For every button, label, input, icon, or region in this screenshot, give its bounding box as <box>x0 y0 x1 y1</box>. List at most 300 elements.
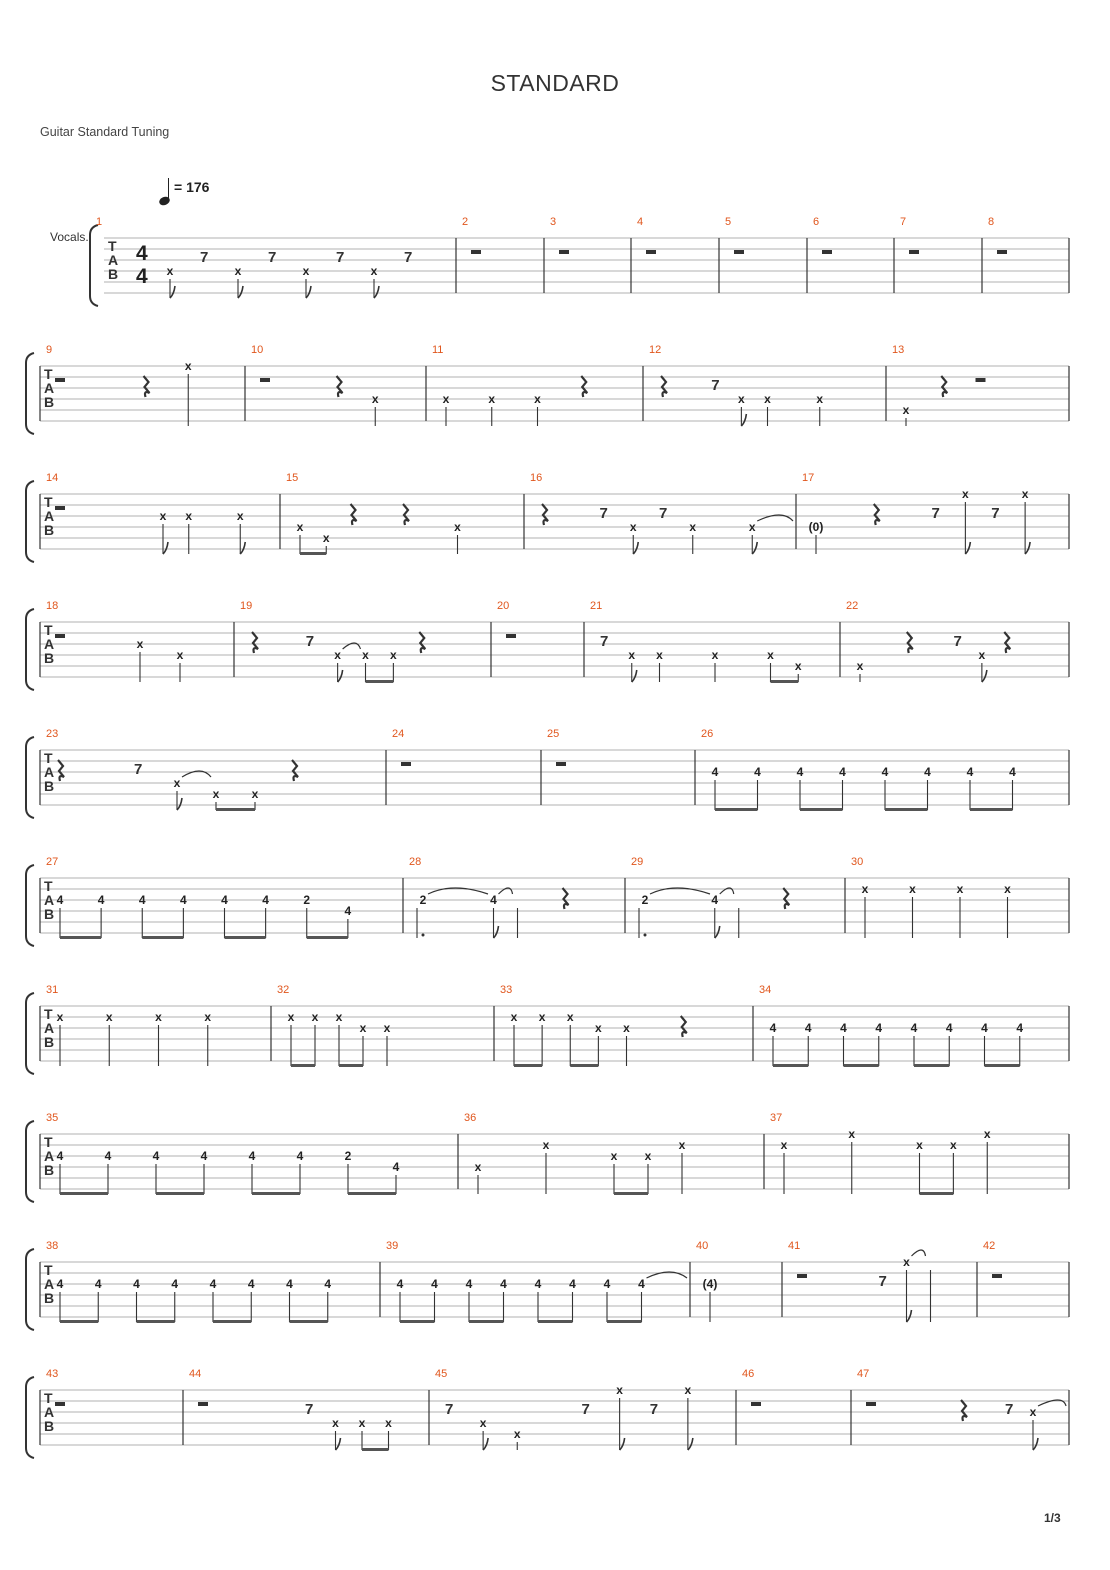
beam <box>137 1320 175 1323</box>
fret-number: 4 <box>104 1149 112 1163</box>
measure-number: 18 <box>46 600 59 612</box>
quarter-rest <box>681 1016 687 1037</box>
fret-number: 4 <box>344 904 352 918</box>
tab-clef-letter: A <box>108 252 119 268</box>
tab-clef-letter: A <box>44 892 55 908</box>
dead-note: x <box>56 1010 64 1024</box>
tab-clef-letter: A <box>44 636 55 652</box>
dead-note: x <box>185 509 193 523</box>
dead-note: x <box>856 659 864 673</box>
beam <box>348 1192 396 1195</box>
beam <box>60 1192 108 1195</box>
quarter-rest <box>941 376 947 397</box>
dead-note: x <box>738 392 745 406</box>
eighth-flag <box>163 542 168 554</box>
dead-note: x <box>616 1383 623 1397</box>
fret-number: 4 <box>500 1277 507 1291</box>
eighth-rest: 7 <box>600 633 609 650</box>
fret-number: 4 <box>262 893 269 907</box>
system-bracket <box>26 481 34 562</box>
tab-clef-letter: A <box>44 1276 55 1292</box>
measure-number: 22 <box>846 600 859 612</box>
measure-number: 45 <box>435 1368 448 1380</box>
eighth-rest: 7 <box>991 505 1000 522</box>
eighth-flag <box>1025 542 1030 554</box>
dead-note: x <box>902 403 910 417</box>
dead-note: x <box>566 1010 574 1024</box>
fret-number: 4 <box>1009 765 1016 779</box>
dead-note: x <box>767 648 774 662</box>
measure-number: 1 <box>96 216 103 228</box>
fret-number: 4 <box>754 765 761 779</box>
half-rest <box>55 634 65 638</box>
fret-number: 4 <box>881 765 889 779</box>
tab-clef-letter: B <box>44 522 55 538</box>
tab-clef-letter: T <box>44 366 53 382</box>
dead-note: x <box>383 1021 391 1035</box>
dead-note: x <box>287 1010 295 1024</box>
measure-number: 33 <box>500 984 513 996</box>
eighth-flag <box>238 286 243 298</box>
beam <box>252 1192 300 1195</box>
fret-number: (0) <box>808 520 824 534</box>
beam <box>773 1064 808 1067</box>
eighth-flag <box>336 1438 341 1450</box>
dead-note: x <box>155 1010 162 1024</box>
fret-number: 4 <box>296 1149 304 1163</box>
eighth-flag <box>965 542 970 554</box>
dead-note: x <box>956 882 964 896</box>
tab-clef-letter: A <box>44 1148 55 1164</box>
eighth-flag <box>741 414 746 426</box>
fret-number: 4 <box>981 1021 988 1035</box>
eighth-rest: 7 <box>336 249 345 266</box>
eighth-rest: 7 <box>268 249 277 266</box>
eighth-flag <box>374 286 379 298</box>
dead-note: x <box>764 392 771 406</box>
quarter-rest <box>783 888 789 909</box>
dead-note: x <box>542 1138 550 1152</box>
eighth-flag <box>494 926 499 938</box>
tab-clef-letter: A <box>44 380 55 396</box>
measure-number: 8 <box>988 216 995 228</box>
measure-number: 5 <box>725 216 732 228</box>
beam <box>339 1064 363 1067</box>
fret-number: 4 <box>56 1149 64 1163</box>
beam <box>607 1320 642 1323</box>
eighth-rest: 7 <box>878 1273 887 1290</box>
eighth-flag <box>907 1310 912 1322</box>
quarter-rest <box>961 1400 967 1421</box>
measure-number: 40 <box>696 1240 709 1252</box>
tab-clef-letter: A <box>44 1404 55 1420</box>
quarter-rest <box>403 504 409 525</box>
eighth-flag <box>715 926 720 938</box>
measure-number: 27 <box>46 856 59 868</box>
dead-note: x <box>1021 487 1029 501</box>
measure-number: 2 <box>462 216 469 228</box>
dead-note: x <box>748 520 756 534</box>
dead-note: x <box>983 1127 991 1141</box>
dead-note: x <box>159 509 167 523</box>
measure-number: 6 <box>813 216 820 228</box>
page-number: 1/3 <box>1044 1511 1061 1525</box>
dead-note: x <box>534 392 541 406</box>
system-bracket <box>26 353 34 434</box>
beam <box>914 1064 949 1067</box>
half-rest <box>506 634 516 638</box>
time-signature-bottom: 4 <box>136 265 148 288</box>
dead-note: x <box>442 392 450 406</box>
dead-note: x <box>689 520 697 534</box>
measure-number: 29 <box>631 856 644 868</box>
dead-note: x <box>644 1149 652 1163</box>
eighth-flag <box>306 286 311 298</box>
dead-note: x <box>334 648 341 662</box>
measure-number: 34 <box>759 984 772 996</box>
dead-note: x <box>978 648 986 662</box>
dead-note: x <box>538 1010 546 1024</box>
fret-number: 4 <box>221 893 228 907</box>
eighth-rest: 7 <box>1005 1401 1014 1418</box>
beam <box>400 1320 435 1323</box>
beam <box>60 936 101 939</box>
dead-note: x <box>711 648 719 662</box>
fret-number: 4 <box>152 1149 160 1163</box>
beam <box>469 1320 504 1323</box>
measure-number: 47 <box>857 1368 870 1380</box>
beam <box>715 808 758 811</box>
fret-number: 4 <box>324 1277 332 1291</box>
dot <box>644 934 647 937</box>
half-rest <box>55 506 65 510</box>
tab-clef-letter: B <box>44 906 55 922</box>
measure-number: 30 <box>851 856 864 868</box>
measure-number: 13 <box>892 344 905 356</box>
quarter-rest <box>907 632 913 653</box>
eighth-flag <box>982 670 987 682</box>
fret-number: 4 <box>966 765 974 779</box>
half-rest <box>55 1402 65 1406</box>
system-bracket <box>26 1121 34 1202</box>
measure-number: 37 <box>770 1112 783 1124</box>
tab-clef-letter: B <box>44 1034 55 1050</box>
fret-number: 4 <box>248 1149 256 1163</box>
fret-number: 4 <box>286 1277 293 1291</box>
measure-number: 23 <box>46 728 59 740</box>
measure-number: 44 <box>189 1368 202 1380</box>
system-bracket <box>26 609 34 690</box>
fret-number: 4 <box>769 1021 777 1035</box>
dead-note: x <box>204 1010 212 1024</box>
measure-number: 43 <box>46 1368 59 1380</box>
dead-note: x <box>454 520 461 534</box>
tab-clef-letter: T <box>44 1262 53 1278</box>
dead-note: x <box>684 1383 692 1397</box>
eighth-rest: 7 <box>649 1401 659 1418</box>
eighth-rest: 7 <box>953 633 962 650</box>
beam <box>362 1448 389 1451</box>
half-rest <box>822 250 832 254</box>
tab-clef-letter: B <box>44 650 55 666</box>
system-bracket <box>26 865 34 946</box>
tab-clef-letter: B <box>44 1290 55 1306</box>
fret-number: (4) <box>702 1277 718 1291</box>
dead-note: x <box>1029 1405 1037 1419</box>
dead-note: x <box>166 264 174 278</box>
measure-number: 10 <box>251 344 264 356</box>
tab-clef-letter: T <box>44 1006 53 1022</box>
quarter-rest <box>563 888 569 909</box>
dead-note: x <box>371 392 379 406</box>
fret-number: 4 <box>569 1277 576 1291</box>
measure-number: 25 <box>547 728 560 740</box>
tuning-subtitle: Guitar Standard Tuning <box>40 125 170 139</box>
half-rest <box>734 250 744 254</box>
dead-note: x <box>962 487 969 501</box>
half-rest <box>992 1274 1002 1278</box>
half-rest <box>559 250 569 254</box>
dead-note: x <box>909 882 916 896</box>
quarter-rest <box>661 376 667 397</box>
quarter-rest <box>874 504 880 525</box>
fret-number: 4 <box>804 1021 812 1035</box>
tab-clef-letter: A <box>44 764 55 780</box>
time-signature-top: 4 <box>136 242 148 265</box>
half-rest <box>55 378 65 382</box>
tab-clef-letter: T <box>44 1390 53 1406</box>
dead-note: x <box>234 264 242 278</box>
beam <box>300 552 326 555</box>
eighth-rest: 7 <box>599 505 608 522</box>
fret-number: 4 <box>910 1021 918 1035</box>
dead-note: x <box>513 1427 521 1441</box>
tab-clef-letter: T <box>108 238 117 254</box>
quarter-rest <box>1004 632 1010 653</box>
measure-number: 4 <box>637 216 644 228</box>
beam <box>290 1320 328 1323</box>
dead-note: x <box>479 1416 487 1430</box>
dead-note: x <box>510 1010 518 1024</box>
fret-number: 4 <box>56 893 64 907</box>
eighth-rest: 7 <box>659 505 668 522</box>
fret-number: 4 <box>945 1021 953 1035</box>
dead-note: x <box>780 1138 788 1152</box>
tab-clef-letter: A <box>44 508 55 524</box>
dead-note: x <box>362 648 369 662</box>
fret-number: 4 <box>490 893 497 907</box>
measure-number: 11 <box>432 344 444 356</box>
half-rest <box>198 1402 208 1406</box>
dead-note: x <box>105 1010 113 1024</box>
dead-note: x <box>332 1416 339 1430</box>
measure-number: 41 <box>788 1240 801 1252</box>
fret-number: 2 <box>344 1149 352 1163</box>
dead-note: x <box>358 1416 366 1430</box>
system-bracket <box>26 1377 34 1458</box>
dead-note: x <box>335 1010 343 1024</box>
quarter-rest <box>419 632 425 653</box>
dead-note: x <box>184 359 192 373</box>
beam <box>225 936 266 939</box>
measure-number: 16 <box>530 472 543 484</box>
eighth-rest: 7 <box>445 1401 454 1418</box>
fret-number: 4 <box>796 765 804 779</box>
fret-number: 4 <box>534 1277 542 1291</box>
measure-number: 9 <box>46 344 53 356</box>
quarter-rest <box>292 760 298 781</box>
measure-number: 28 <box>409 856 422 868</box>
fret-number: 4 <box>711 893 719 907</box>
beam <box>514 1064 542 1067</box>
half-rest <box>471 250 481 254</box>
tie <box>912 1250 926 1256</box>
half-rest <box>797 1274 807 1278</box>
system-bracket <box>26 737 34 818</box>
dead-note: x <box>916 1138 923 1152</box>
eighth-flag <box>1033 1438 1038 1450</box>
dead-note: x <box>251 787 259 801</box>
measure-number: 7 <box>900 216 907 228</box>
half-rest <box>751 1402 761 1406</box>
quarter-rest <box>542 504 548 525</box>
beam <box>142 936 183 939</box>
measure-number: 42 <box>983 1240 996 1252</box>
beam <box>920 1192 954 1195</box>
eighth-rest: 7 <box>581 1401 590 1418</box>
measure-number: 19 <box>240 600 253 612</box>
fret-number: 4 <box>180 893 187 907</box>
measure-number: 36 <box>464 1112 477 1124</box>
dead-note: x <box>390 648 397 662</box>
measure-number: 39 <box>386 1240 399 1252</box>
dead-note: x <box>629 520 637 534</box>
fret-number: 4 <box>924 765 931 779</box>
dead-note: x <box>595 1021 602 1035</box>
fret-number: 2 <box>641 893 649 907</box>
fret-number: 4 <box>138 893 146 907</box>
half-rest <box>556 762 566 766</box>
fret-number: 4 <box>431 1277 438 1291</box>
eighth-rest: 7 <box>134 761 143 778</box>
dead-note: x <box>794 659 802 673</box>
measure-number: 15 <box>286 472 299 484</box>
measure-number: 3 <box>550 216 557 228</box>
tab-clef-letter: T <box>44 1134 53 1150</box>
fret-number: 4 <box>638 1277 645 1291</box>
fret-number: 4 <box>1016 1021 1024 1035</box>
eighth-flag <box>338 670 343 682</box>
dead-note: x <box>848 1127 856 1141</box>
dead-note: x <box>474 1160 482 1174</box>
fret-number: 4 <box>603 1277 611 1291</box>
beam <box>885 808 928 811</box>
eighth-rest: 7 <box>404 249 413 266</box>
measure-number: 35 <box>46 1112 59 1124</box>
tab-clef-letter: B <box>44 1162 55 1178</box>
half-rest <box>260 378 270 382</box>
tempo-value: = 176 <box>174 179 210 195</box>
dead-note: x <box>385 1416 392 1430</box>
fret-number: 2 <box>419 893 427 907</box>
eighth-flag <box>633 542 638 554</box>
measure-number: 20 <box>497 600 510 612</box>
beam <box>570 1064 598 1067</box>
dead-note: x <box>302 264 310 278</box>
measure-number: 38 <box>46 1240 59 1252</box>
beam <box>307 936 348 939</box>
eighth-flag <box>170 286 175 298</box>
quarter-rest <box>252 632 258 653</box>
quarter-rest <box>337 376 343 397</box>
measure-number: 14 <box>46 472 59 484</box>
half-rest <box>401 762 411 766</box>
measure-number: 12 <box>649 344 662 356</box>
eighth-rest: 7 <box>711 377 720 394</box>
dead-note: x <box>488 392 496 406</box>
tab-clef-letter: B <box>108 266 119 282</box>
dead-note: x <box>816 392 824 406</box>
score-title: STANDARD <box>490 70 620 96</box>
dead-note: x <box>322 531 330 545</box>
measure-number: 21 <box>590 600 603 612</box>
fret-number: 4 <box>392 1160 400 1174</box>
tab-clef-letter: B <box>44 778 55 794</box>
fret-number: 4 <box>133 1277 140 1291</box>
half-rest <box>646 250 656 254</box>
fret-number: 4 <box>396 1277 404 1291</box>
beam <box>216 808 255 811</box>
tab-clef-letter: A <box>44 1020 55 1036</box>
fret-number: 2 <box>303 893 311 907</box>
measure-number: 31 <box>46 984 59 996</box>
fret-number: 4 <box>839 765 846 779</box>
eighth-rest: 7 <box>200 249 209 266</box>
dead-note: x <box>656 648 663 662</box>
eighth-flag <box>752 542 757 554</box>
beam <box>800 808 843 811</box>
dead-note: x <box>236 509 244 523</box>
dead-note: x <box>861 882 869 896</box>
fret-number: 4 <box>875 1021 883 1035</box>
tab-clef-letter: T <box>44 878 53 894</box>
dead-note: x <box>950 1138 957 1152</box>
beam <box>614 1192 648 1195</box>
dead-note: x <box>212 787 220 801</box>
eighth-rest: 7 <box>305 633 315 650</box>
fret-number: 4 <box>465 1277 473 1291</box>
dead-note: x <box>628 648 636 662</box>
measure-number: 46 <box>742 1368 755 1380</box>
tab-clef-letter: B <box>44 394 55 410</box>
fret-number: 4 <box>200 1149 208 1163</box>
fret-number: 4 <box>209 1277 217 1291</box>
system-bracket <box>26 993 34 1074</box>
measure-number: 26 <box>701 728 714 740</box>
tab-clef-letter: T <box>44 750 53 766</box>
quarter-rest <box>58 760 64 781</box>
fret-number: 4 <box>171 1277 179 1291</box>
instrument-name: Vocals. <box>50 230 89 244</box>
dead-note: x <box>359 1021 367 1035</box>
fret-number: 4 <box>247 1277 255 1291</box>
dead-note: x <box>296 520 304 534</box>
quarter-rest <box>351 504 357 525</box>
fret-number: 4 <box>94 1277 102 1291</box>
beam <box>985 1064 1020 1067</box>
quarter-rest <box>144 376 150 397</box>
eighth-flag <box>620 1438 625 1450</box>
